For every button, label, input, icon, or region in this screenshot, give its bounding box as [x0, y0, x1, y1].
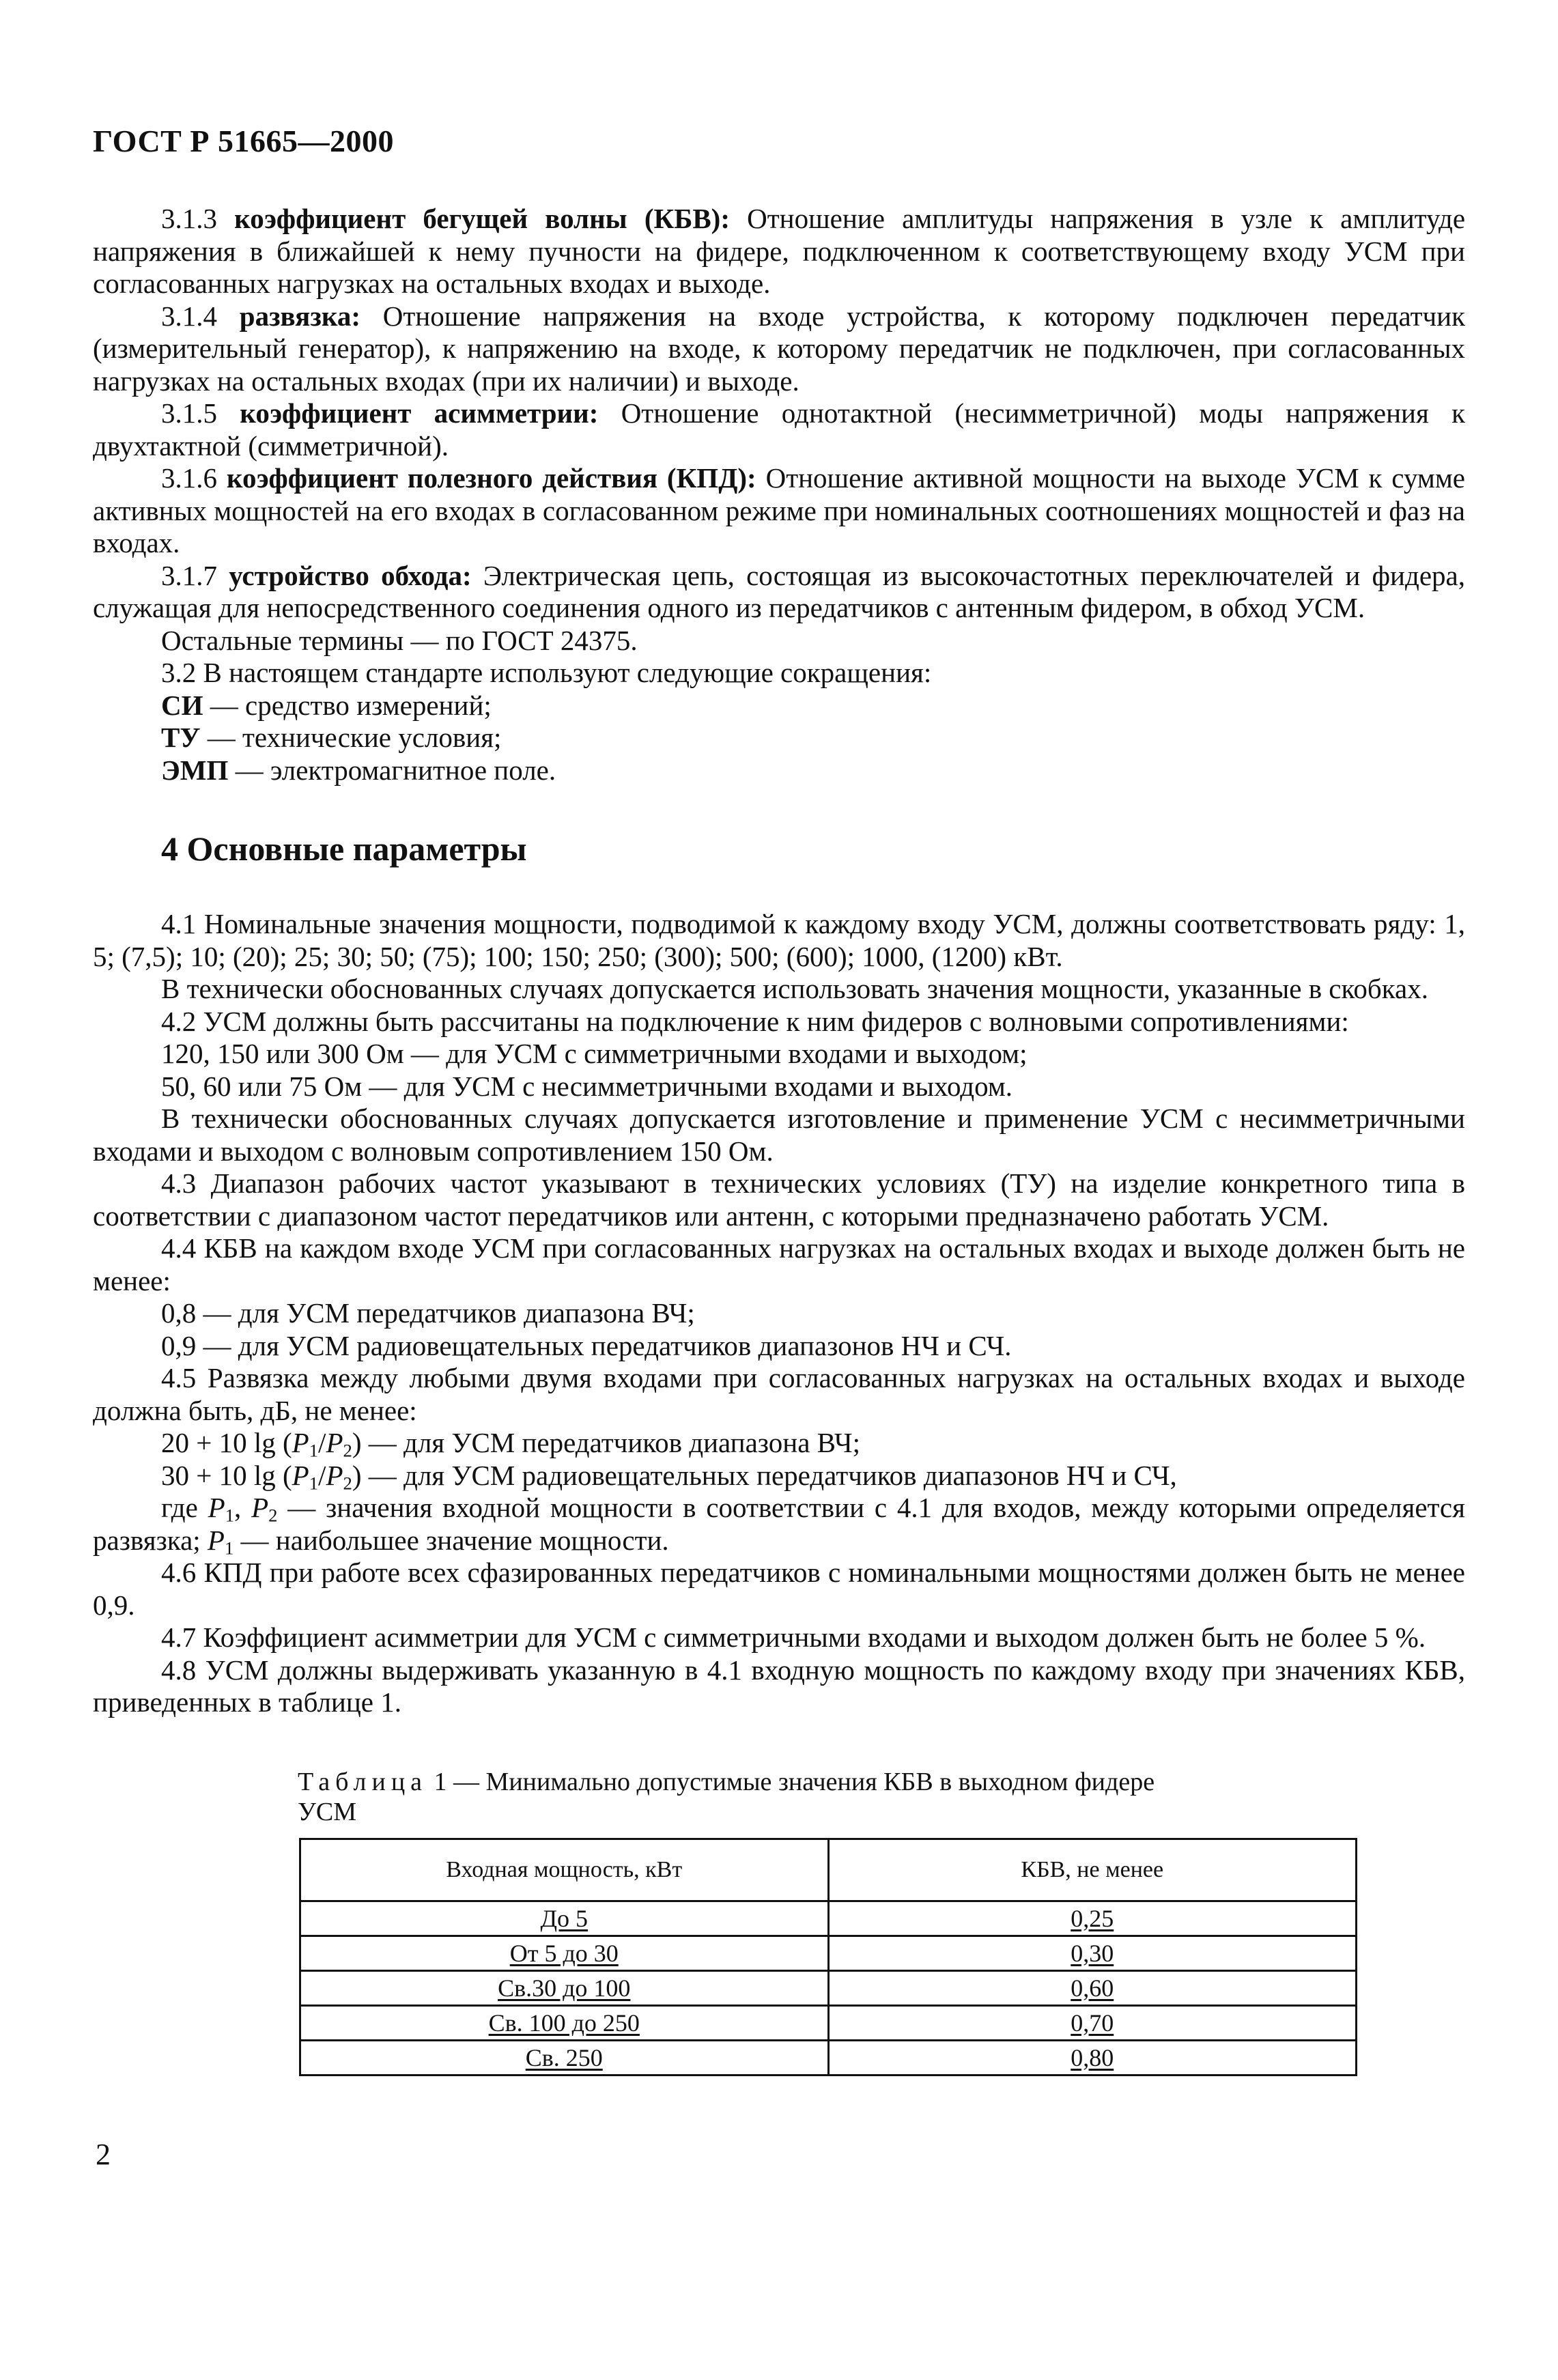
abbreviations-intro: 3.2 В настоящем стандарте используют следующие сокращения:: [161, 657, 932, 688]
paragraph: В технически обоснованных случаях допускается изготовление и применение УСМ с несимметричными входами и выходом с волновым сопротивлением 150 Ом.: [93, 1103, 1465, 1167]
term: коэффициент асимметрии:: [240, 397, 599, 429]
column-header: Входная мощность, кВт: [300, 1839, 829, 1901]
paragraph: 0,8 — для УСМ передатчиков диапазона ВЧ;: [161, 1297, 695, 1329]
table-row: Св.30 до 100 0,60: [300, 1970, 1357, 2005]
paragraph-4-2: 4.2 УСМ должны быть рассчитаны на подключение к ним фидеров с волновыми сопротивлениями:: [161, 1005, 1349, 1037]
term: коэффициент бегущей волны (КБВ):: [234, 203, 730, 234]
table-caption: Таблица 1 — Минимально допустимые значения КБВ в выходном фидере УСМ: [298, 1767, 1155, 1826]
definition-3-1-5: 3.1.5 коэффициент асимметрии: Отношение однотактной (несимметричной) моды напряжения к двухтактной (симметричной).: [93, 397, 1466, 462]
term: устройство обхода:: [229, 559, 472, 591]
abbreviation-item: СИ — средство измерений;: [161, 689, 492, 721]
table-row: От 5 до 30 0,30: [300, 1936, 1357, 1970]
document-header: ГОСТ Р 51665—2000: [93, 124, 394, 158]
definition-3-1-7: 3.1.7 устройство обхода: Электрическая цепь, состоящая из высокочастотных переключателей и фидера, служащая для непосредственного соединения одного из передатчиков с антенным фидером, в обход УСМ.: [93, 559, 1465, 623]
table-header-row: [300, 1839, 1357, 1901]
term: развязка:: [239, 300, 360, 332]
paragraph-4-4: 4.4 КБВ на каждом входе УСМ при согласованных нагрузках на остальных входах и выходе должен быть не менее:: [93, 1232, 1465, 1297]
definition-3-1-6: 3.1.6 коэффициент полезного действия (КПД): Отношение активной мощности на выходе УСМ к сумме активных мощностей на его входах в согласованном режиме при номинальных соотношениях мощностей и фаз на входах.: [93, 462, 1465, 558]
formula-line: 20 + 10 $\lg (P_1/P_2)$ — для УСМ передатчиков диапазона ВЧ;: [161, 1427, 860, 1461]
term: коэффициент полезного действия (КПД):: [226, 462, 756, 494]
paragraph-4-5: 4.5 Развязка между любыми двумя входами при согласованных нагрузках на остальных входах и выходе должна быть, дБ, не менее:: [93, 1362, 1465, 1426]
other-terms: Остальные термины — по ГОСТ 24375.: [161, 624, 638, 656]
page-number: 2: [96, 2138, 111, 2171]
section-title: 4 Основные параметры: [161, 830, 527, 868]
abbreviation-item: ТУ — технические условия;: [161, 722, 502, 753]
paragraph-4-7: 4.7 Коэффициент асимметрии для УСМ с симметричными входами и выходом должен быть не более 5 %.: [161, 1621, 1426, 1653]
definition-3-1-3: 3.1.3 коэффициент бегущей волны (КБВ): Отношение амплитуды напряжения в узле к амплитуде напряжения в ближайшей к нему пучности на фидере, подключенном к соответствующему входу УСМ при согласованных нагрузках на остальных входах и выходе.: [93, 203, 1466, 299]
definition-3-1-4: 3.1.4 развязка: Отношение напряжения на входе устройства, к которому подключен передатчик (измерительный генератор), к напряжению на входе, к которому передатчик не подключен, при согласованных нагрузках на остальных входах (при их наличии) и выходе.: [93, 300, 1465, 397]
section-4-body: [93, 908, 1465, 1719]
table-row: До 5 0,25: [300, 1901, 1357, 1936]
paragraph-4-1: 4.1 Номинальные значения мощности, подводимой к каждому входу УСМ, должны соответствовать ряду: 1, 5; (7,5); 10; (20); 25; 30; 50; (75); 100; 150; 250; (300); 500; (600); 1000, (1200) кВт.: [93, 908, 1465, 972]
table-row: Св. 100 до 250 0,70: [300, 2005, 1357, 2040]
paragraph: В технически обоснованных случаях допускается использовать значения мощности, указанные в скобках.: [161, 973, 1428, 1004]
paragraph-4-8: 4.8 УСМ должны выдерживать указанную в 4.1 входную мощность по каждому входу при значениях КБВ, приведенных в таблице 1.: [93, 1654, 1465, 1718]
paragraph: 50, 60 или 75 Ом — для УСМ с несимметричными входами и выходом.: [161, 1070, 1013, 1102]
document-page: [93, 123, 1465, 2076]
formula-explanation: где $P_1$, $P_2$ — значения входной мощности в соответствии с 4.1 для входов, между которыми определяется развязка; $P_1$ — наибольшее значение мощности.: [93, 1492, 1465, 1559]
paragraph: 120, 150 или 300 Ом — для УСМ с симметричными входами и выходом;: [161, 1038, 1028, 1069]
table-row: Св. 250 0,80: [300, 2040, 1357, 2075]
paragraph-4-6: 4.6 КПД при работе всех сфазированных передатчиков с номинальными мощностями должен быть не менее 0,9.: [93, 1557, 1465, 1621]
definitions: [93, 203, 1465, 787]
column-header: КБВ, не менее: [828, 1839, 1357, 1901]
paragraph: 0,9 — для УСМ радиовещательных передатчиков диапазонов НЧ и СЧ.: [161, 1329, 1012, 1361]
paragraph-4-3: 4.3 Диапазон рабочих частот указывают в технических условиях (ТУ) на изделие конкретного типа в соответствии с диапазоном частот передатчиков или антенн, с которыми предназначено работать УСМ.: [93, 1167, 1465, 1232]
formula-line: 30 + 10 $\lg (P_1/P_2)$ — для УСМ радиовещательных передатчиков диапазонов НЧ и СЧ,: [161, 1459, 1177, 1494]
kbv-table: [299, 1838, 1357, 2076]
abbreviation-item: ЭМП — электромагнитное поле.: [161, 754, 556, 786]
